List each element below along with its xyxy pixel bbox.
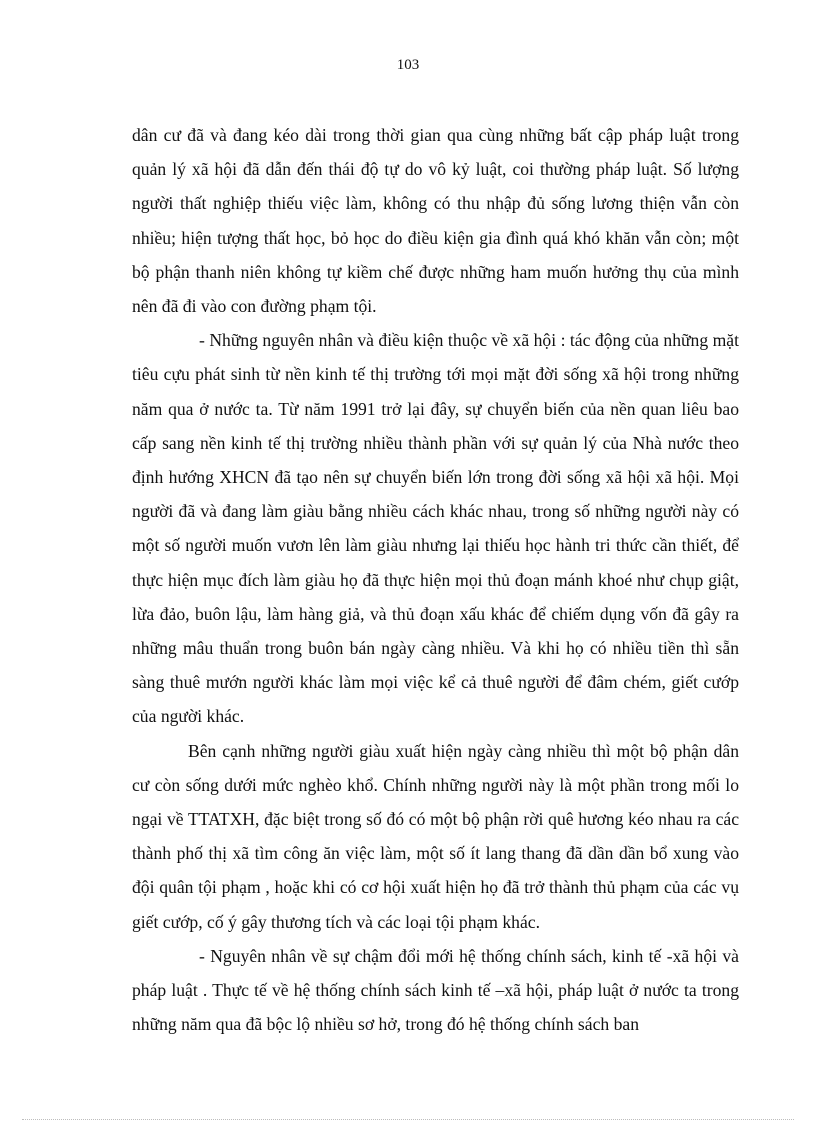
- paragraph-continuation: dân cư đã và đang kéo dài trong thời gian qua cùng những bất cập pháp luật trong quản lý xã hội đã dẫn đến thái độ tự do vô kỷ luật, coi thường pháp luật. Số lượng người thất nghiệp thiếu việc làm, không có thu nhập đủ sống lương thiện vẫn còn nhiều; hiện tượng thất học, bỏ học do điều kiện gia đình quá khó khăn vẫn còn; một bộ phận thanh niên không tự kiềm chế được những ham muốn hưởng thụ của mình nên đã đi vào con đường phạm tội.: [132, 125, 739, 317]
- page-bottom-divider: [22, 1119, 794, 1120]
- paragraph-poverty: Bên cạnh những người giàu xuất hiện ngày càng nhiều thì một bộ phận dân cư còn sống dưới mức nghèo khổ. Chính những người này là một phần trong mối lo ngại về TTATXH, đặc biệt trong số đó có một bộ phận rời quê hương kéo nhau ra các thành phố thị xã tìm công ăn việc làm, một số ít lang thang đã dần dần bổ xung vào đội quân tội phạm , hoặc khi có cơ hội xuất hiện họ đã trở thành thủ phạm của các vụ giết cướp, cố ý gây thương tích và các loại tội phạm khác.: [132, 740, 739, 932]
- paragraph-policy-causes: - Nguyên nhân về sự chậm đổi mới hệ thống chính sách, kinh tế -xã hội và pháp luật . Thực tế về hệ thống chính sách kinh tế –xã hội, pháp luật ở nước ta trong những năm qua đã bộc lộ nhiều sơ hở, trong đó hệ thống chính sách ban: [132, 945, 739, 1035]
- page-number: 103: [396, 57, 420, 73]
- document-body: [132, 118, 739, 1041]
- paragraph-social-causes: - Những nguyên nhân và điều kiện thuộc về xã hội : tác động của những mặt tiêu cựu phát sinh từ nền kinh tế thị trường tới mọi mặt đời sống xã hội trong những năm qua ở nước ta. Từ năm 1991 trở lại đây, sự chuyển biến của nền quan liêu bao cấp sang nền kinh tế thị trường nhiều thành phần với sự quản lý của Nhà nước theo định hướng XHCN đã tạo nên sự chuyển biến lớn trong đời sống xã hội xã hội. Mọi người đã và đang làm giàu bằng nhiều cách khác nhau, trong số những người này có một số người muốn vươn lên làm giàu nhưng lại thiếu học hành tri thức cần thiết, để thực hiện mục đích làm giàu họ đã thực hiện mọi thủ đoạn mánh khoé như chụp giật, lừa đảo, buôn lậu, làm hàng giả, và thủ đoạn xấu khác để chiếm dụng vốn đã gây ra những mâu thuẩn trong buôn bán ngày càng nhiều. Và khi họ có nhiều tiền thì sẵn sàng thuê mướn người khác làm mọi việc kể cả thuê người để đâm chém, giết cướp của người khác.: [132, 330, 739, 727]
